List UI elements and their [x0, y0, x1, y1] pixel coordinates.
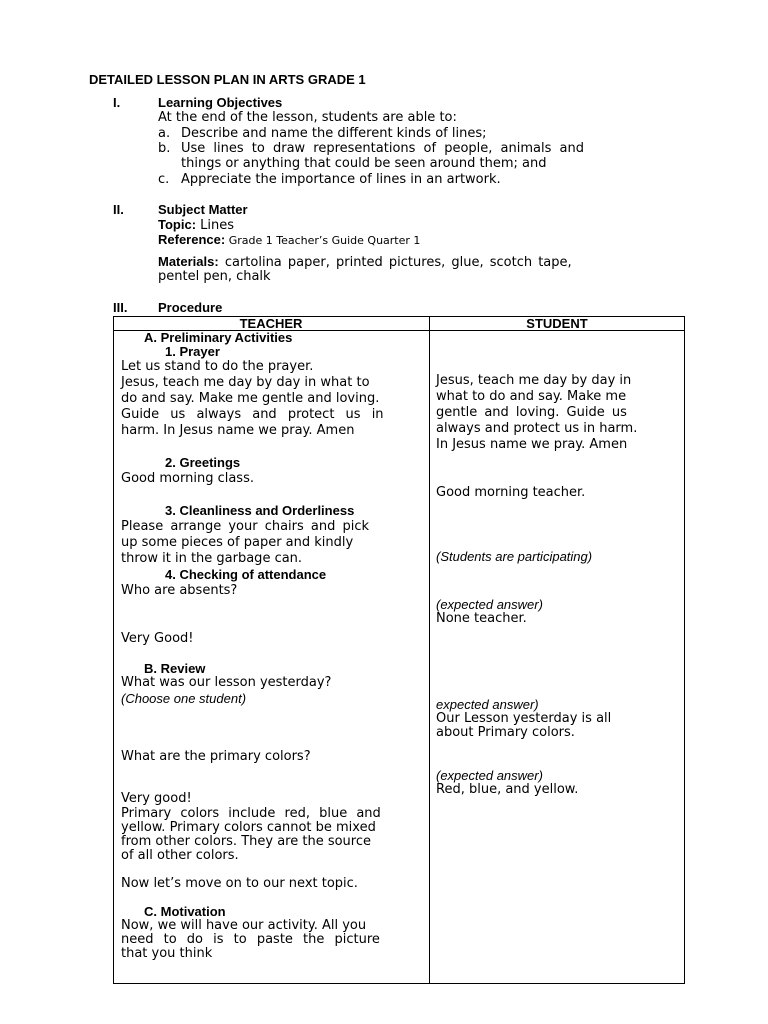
column-header-teacher: TEACHER	[239, 316, 303, 331]
teacher-review-heading: B. Review	[144, 661, 206, 676]
student-attendance-expected: (expected answer)	[436, 597, 543, 612]
teacher-prayer-line-1: Let us stand to do the prayer.	[121, 359, 314, 374]
student-review-expected: expected answer)	[436, 697, 539, 712]
topic-line	[158, 217, 234, 233]
teacher-motivation-line-1: Now, we will have our activity. All you	[121, 918, 367, 933]
teacher-review-line-1: What was our lesson yesterday?	[121, 675, 332, 690]
materials-label: Materials:	[158, 254, 219, 269]
table-column-divider	[429, 316, 430, 984]
teacher-review-line-7: from other colors. They are the source	[121, 834, 371, 849]
teacher-review-line-5: Primary colors include red, blue and	[121, 806, 381, 821]
subject-heading: Subject Matter	[158, 202, 248, 217]
teacher-preliminary-heading: A. Preliminary Activities	[144, 330, 293, 345]
materials-value-cont: pentel pen, chalk	[158, 269, 271, 284]
objectives-intro: At the end of the lesson, students are able to:	[158, 110, 457, 125]
section-number-1: I.	[113, 95, 121, 110]
student-prayer-line-4: always and protect us in harm.	[436, 421, 638, 436]
objectives-heading: Learning Objectives	[158, 95, 283, 110]
teacher-attendance-line: Who are absents?	[121, 583, 238, 598]
teacher-cleanliness-line-3: throw it in the garbage can.	[121, 551, 303, 566]
teacher-prayer-heading: 1. Prayer	[165, 344, 220, 359]
teacher-greetings-line: Good morning class.	[121, 471, 254, 486]
section-number-3: III.	[113, 300, 128, 315]
objective-c-letter: c.	[158, 172, 170, 187]
student-prayer-line-2: what to do and say. Make me	[436, 389, 627, 404]
student-colors-answer: Red, blue, and yellow.	[436, 782, 579, 797]
teacher-prayer-line-2: Jesus, teach me day by day in what to	[121, 375, 370, 390]
teacher-cleanliness-heading: 3. Cleanliness and Orderliness	[165, 503, 355, 518]
section-number-2: II.	[113, 202, 124, 217]
reference-value: Grade 1 Teacher’s Guide Quarter 1	[225, 234, 421, 247]
column-header-student: STUDENT	[526, 316, 588, 331]
topic-value: Lines	[196, 218, 235, 233]
student-attendance-answer: None teacher.	[436, 611, 527, 626]
teacher-review-note: (Choose one student)	[121, 691, 247, 706]
procedure-heading: Procedure	[158, 300, 223, 315]
student-colors-expected: (expected answer)	[436, 768, 543, 783]
teacher-attendance-heading: 4. Checking of attendance	[165, 567, 327, 582]
student-prayer-line-1: Jesus, teach me day by day in	[436, 373, 632, 388]
teacher-review-transition: Now let’s move on to our next topic.	[121, 876, 358, 891]
student-cleanliness-note: (Students are participating)	[436, 549, 593, 564]
objective-b-letter: b.	[158, 141, 171, 156]
objective-a-letter: a.	[158, 126, 171, 141]
objective-a-text: Describe and name the different kinds of lines;	[181, 126, 487, 141]
teacher-cleanliness-line-2: up some pieces of paper and kindly	[121, 535, 354, 550]
teacher-motivation-line-2: need to do is to paste the picture	[121, 932, 380, 947]
teacher-attendance-praise: Very Good!	[121, 631, 194, 646]
teacher-review-line-8: of all other colors.	[121, 848, 239, 863]
teacher-prayer-line-3: do and say. Make me gentle and loving.	[121, 391, 380, 406]
document-title: DETAILED LESSON PLAN IN ARTS GRADE 1	[89, 72, 366, 87]
teacher-review-question: What are the primary colors?	[121, 749, 311, 764]
materials-value: cartolina paper, printed pictures, glue, scotch tape,	[218, 255, 572, 270]
topic-label: Topic:	[158, 217, 197, 232]
teacher-review-praise: Very good!	[121, 791, 192, 806]
teacher-prayer-line-5: harm. In Jesus name we pray. Amen	[121, 423, 355, 438]
student-review-answer-2: about Primary colors.	[436, 725, 575, 740]
teacher-motivation-line-3: that you think	[121, 946, 213, 961]
student-greetings-line: Good morning teacher.	[436, 485, 586, 500]
objective-b-text-cont: things or anything that could be seen around them; and	[181, 156, 547, 171]
teacher-greetings-heading: 2. Greetings	[165, 455, 241, 470]
materials-line	[158, 254, 572, 270]
reference-label: Reference:	[158, 232, 226, 247]
objective-b-text: Use lines to draw representations of people, animals and	[181, 141, 584, 156]
student-prayer-line-3: gentle and loving. Guide us	[436, 405, 627, 420]
student-prayer-line-5: In Jesus name we pray. Amen	[436, 437, 628, 452]
teacher-motivation-heading: C. Motivation	[144, 904, 226, 919]
teacher-prayer-line-4: Guide us always and protect us in	[121, 407, 384, 422]
teacher-cleanliness-line-1: Please arrange your chairs and pick	[121, 519, 370, 534]
teacher-review-line-6: yellow. Primary colors cannot be mixed	[121, 820, 376, 835]
reference-line	[158, 232, 420, 248]
student-review-answer-1: Our Lesson yesterday is all	[436, 711, 612, 726]
objective-c-text: Appreciate the importance of lines in an artwork.	[181, 172, 501, 187]
